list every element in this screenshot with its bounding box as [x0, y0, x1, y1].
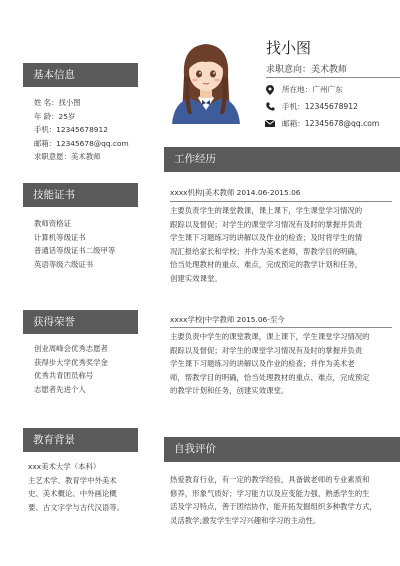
- education-line: 史、美术概论、中外画论概: [28, 489, 117, 499]
- work-header: [164, 147, 400, 172]
- job-desc-line: 主要负责学生的课堂教课，课上课下，学生课堂学习情况的: [170, 206, 363, 215]
- job-desc-line: 的教学计划和任务，创建实效课堂。: [170, 386, 289, 396]
- job-heading: xxxx机构|美术教师 2014.06-2015.06: [170, 188, 301, 197]
- job-desc-line: 学生课下习题练习的讲解以及作业的检查；及时将学生的情: [170, 233, 363, 243]
- basic-info-header: [23, 63, 138, 87]
- self-eval-line: 热爱教育行业，有一定的教学经验，具备做老师的专业素质和: [170, 475, 370, 484]
- self-eval-text: [170, 473, 400, 527]
- honor-item: 创业周峰会优秀志愿者: [34, 344, 108, 353]
- job-desc-line: 学生课下习题练习的讲解以及作业的检查；并作为美术老: [170, 359, 355, 369]
- job-heading: xxxx学校|中学教师 2015.06-至今: [170, 315, 285, 324]
- location-pin-icon: [264, 85, 276, 95]
- job-desc-line: 跟踪以及督促；对学生的课堂学习情况有及时的掌握并负责: [170, 345, 363, 355]
- basic-info-list: [34, 96, 164, 164]
- self-eval-line: 活及学习特点，善于团结协作，能开拓发掘组织多种教学方式，: [170, 502, 377, 512]
- education-text: [28, 460, 162, 514]
- phone-icon: [264, 102, 276, 111]
- job-desc-line: 跟踪以及督促；对学生的课堂学习情况有及时的掌握并负责: [170, 219, 363, 229]
- job-divider: [170, 327, 392, 328]
- education-title: 教育背景: [33, 434, 75, 446]
- job-divider: [170, 201, 392, 202]
- skill-item: 普通话等级证书二级甲等: [34, 246, 116, 256]
- self-eval-line: 灵活教学;激发学生学习兴趣和学习的主动性。: [170, 515, 321, 525]
- skill-item: 计算机等级证书: [34, 232, 86, 242]
- avatar: [166, 36, 246, 124]
- contact-list: [264, 81, 379, 132]
- info-name: 姓 名：找小图: [34, 98, 81, 107]
- skills-header: [23, 183, 138, 207]
- skills-list: [34, 217, 164, 271]
- job-intent: 求职意向：美术教师: [266, 65, 348, 75]
- self-eval-title: 自我评价: [174, 443, 216, 455]
- job-description: [170, 330, 400, 398]
- job-desc-line: 创建实效课堂。: [170, 273, 222, 283]
- education-line: 主艺术学、教育学中外美术: [28, 475, 117, 485]
- education-line: 要、古文字学与古代汉语等。: [28, 502, 125, 512]
- honors-title: 获得荣誉: [33, 316, 75, 328]
- info-phone: 手机：12345678912: [34, 125, 108, 135]
- skill-item: 英语等级六级证书: [34, 259, 94, 269]
- header-divider: [266, 77, 400, 78]
- job-desc-line: 况汇报给家长和学校；并作为美术老师，帮教学目的明确，: [170, 246, 363, 256]
- honor-item: 志愿者先进个人: [34, 384, 86, 394]
- self-eval-header: [164, 437, 400, 462]
- skills-title: 技能证书: [33, 189, 75, 201]
- info-age: 年 龄：25岁: [34, 111, 76, 121]
- email-text: 邮箱：12345678@qq.com: [282, 119, 380, 128]
- contact-phone: [264, 98, 379, 115]
- contact-email: [264, 115, 379, 132]
- job-desc-line: 恰当处理教材的重点、难点，完成预定的教学计划和任务，: [170, 260, 363, 270]
- contact-location: [264, 81, 379, 98]
- job-desc-line: 师，帮教学目的明确，恰当处理教材的重点、难点，完成预定: [170, 372, 370, 382]
- honors-list: [34, 342, 164, 396]
- honors-header: [23, 310, 138, 334]
- job-desc-line: 主要负责中学生的课堂教课，课上课下，学生课堂学习情况的: [170, 332, 370, 341]
- job-description: [170, 204, 400, 286]
- envelope-icon: [264, 120, 276, 127]
- honor-item: 获得步大学优秀奖学金: [34, 357, 108, 367]
- self-eval-line: 修养，形象气质好；学习能力以及应变能力强，熟悉学生的生: [170, 488, 370, 498]
- info-intent: 求职意愿：美术教师: [34, 152, 101, 162]
- skill-item: 教师资格证: [34, 219, 71, 228]
- candidate-name: 找小图: [266, 39, 312, 57]
- education-header: [23, 428, 138, 452]
- phone-text: 手机：12345678912: [282, 102, 358, 111]
- basic-info-title: 基本信息: [33, 69, 75, 81]
- info-email: 邮箱：12345678@qq.com: [34, 138, 129, 148]
- work-title: 工作经历: [174, 153, 216, 165]
- location-text: 所在地：广州广东: [282, 85, 343, 94]
- education-line: xxx美术大学（本科）: [28, 462, 101, 471]
- honor-item: 优秀共青团员称号: [34, 371, 94, 381]
